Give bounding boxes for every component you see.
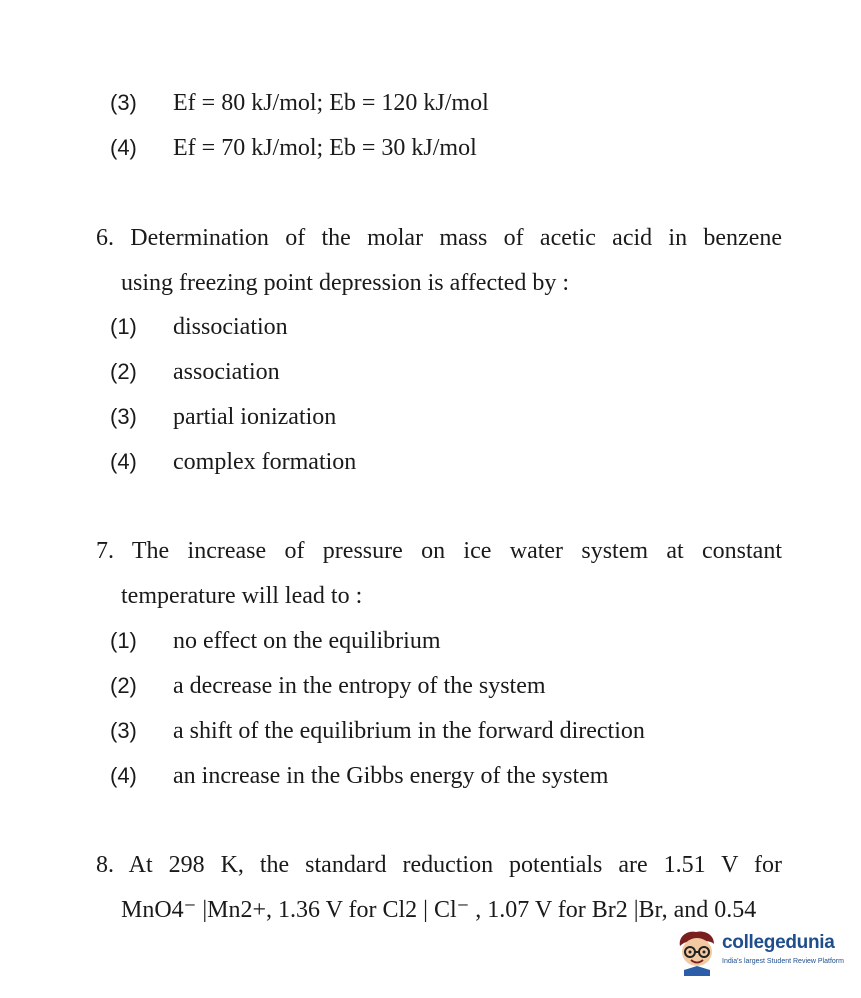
q6-option-3-text: partial ionization	[173, 404, 337, 430]
q6-stem-line-1: 6. Determination of the molar mass of acetic acid in benzene	[96, 225, 782, 251]
q5-option-3-text: Ef = 80 kJ/mol; Eb = 120 kJ/mol	[173, 90, 489, 116]
q7-stem-line-2: temperature will lead to :	[121, 583, 363, 609]
q6-option-2-text: association	[173, 359, 280, 385]
q7-stem-line-1: 7. The increase of pressure on ice water system at constant	[96, 538, 782, 564]
q7-option-1-number: (1)	[110, 628, 137, 653]
q7-option-4-number: (4)	[110, 763, 137, 788]
q6-option-4-number: (4)	[110, 449, 137, 474]
q6-option-2-number: (2)	[110, 359, 137, 384]
q7-option-2-number: (2)	[110, 673, 137, 698]
q6-stem-line-2: using freezing point depression is affected by :	[121, 270, 570, 296]
q6-option-1-number: (1)	[110, 314, 137, 339]
q6-option-3-number: (3)	[110, 404, 137, 429]
q8-stem-line-2: MnO4⁻ |Mn2+, 1.36 V for Cl2 | Cl⁻ , 1.07 V for Br2 |Br, and 0.54	[121, 897, 757, 923]
q7-option-3-number: (3)	[110, 718, 137, 743]
q6-option-1-text: dissociation	[173, 314, 288, 340]
q7-option-1-text: no effect on the equilibrium	[173, 628, 441, 654]
q6-option-4-text: complex formation	[173, 449, 357, 475]
q7-option-3-text: a shift of the equilibrium in the forward direction	[173, 718, 645, 744]
q8-stem-line-1: 8. At 298 K, the standard reduction potentials are 1.51 V for	[96, 852, 782, 878]
collegedunia-logo	[674, 928, 850, 976]
q5-option-3-number: (3)	[110, 90, 137, 115]
q5-option-4-text: Ef = 70 kJ/mol; Eb = 30 kJ/mol	[173, 135, 477, 161]
brand-name: collegedunia	[722, 932, 835, 953]
student-mascot-icon	[674, 928, 720, 976]
q5-option-4-number: (4)	[110, 135, 137, 160]
brand-tagline: India's largest Student Review Platform	[722, 958, 844, 965]
q7-option-2-text: a decrease in the entropy of the system	[173, 673, 546, 699]
q7-option-4-text: an increase in the Gibbs energy of the system	[173, 763, 609, 789]
